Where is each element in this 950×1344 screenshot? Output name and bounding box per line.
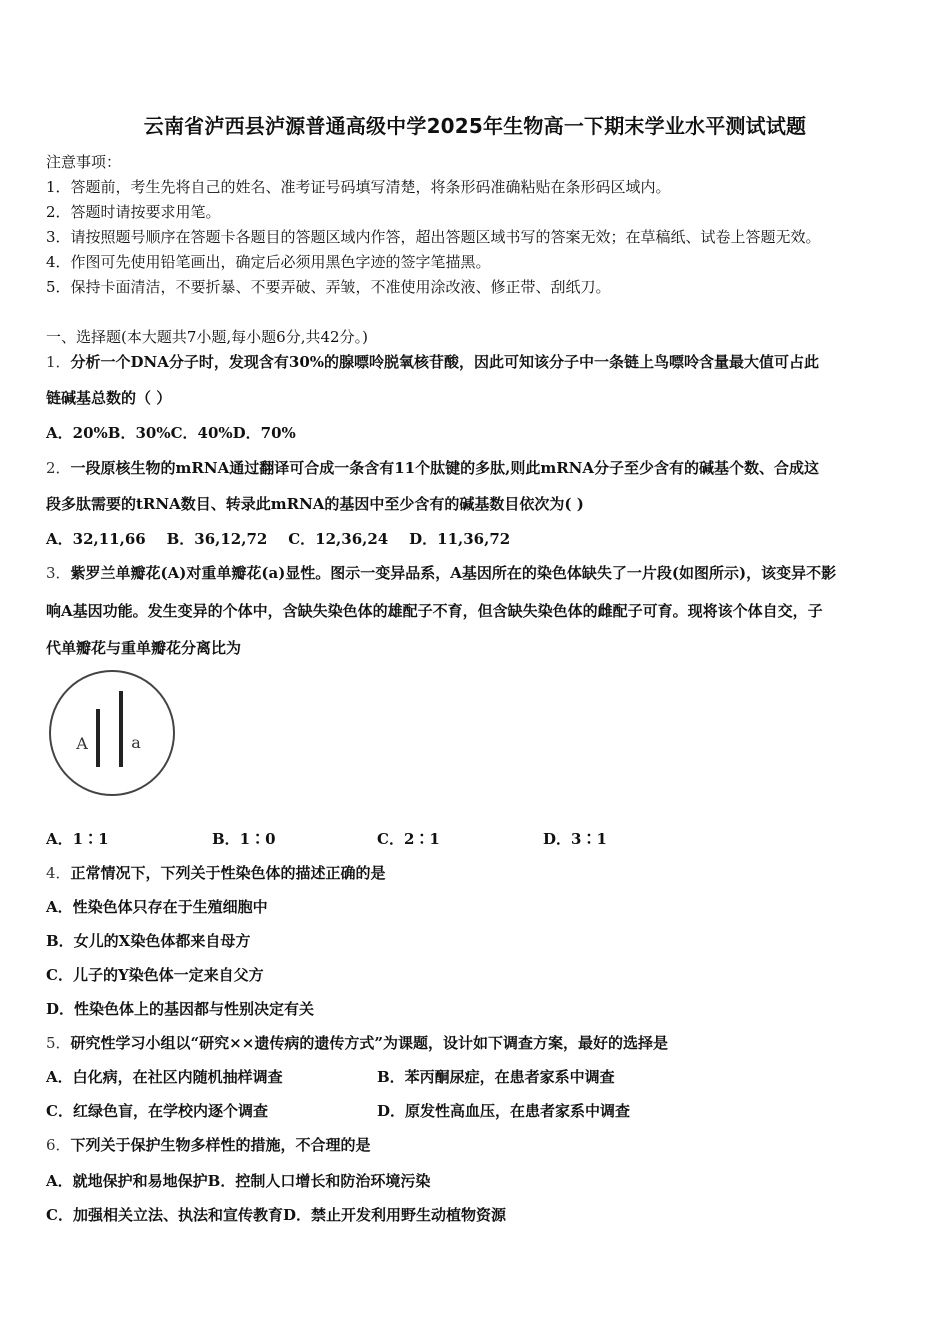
question-6-options-ab: A．就地保护和易地保护B．控制人口增长和防治环境污染 <box>46 1172 431 1190</box>
question-2-line-2: 段多肽需要的tRNA数目、转录此mRNA的基因中至少含有的碱基数目依次为( ) <box>46 495 584 513</box>
question-3-option-a: A．1∶1 <box>46 830 109 848</box>
question-text: 下列关于保护生物多样性的措施，不合理的是 <box>70 1136 371 1154</box>
question-6 <box>46 1135 371 1155</box>
question-number: 3． <box>46 564 71 582</box>
question-4-option-a: A．性染色体只存在于生殖细胞中 <box>46 898 268 916</box>
question-1-options: A．20%B．30%C．40%D．70% <box>46 424 296 442</box>
chromosome-figure <box>46 667 178 799</box>
notes-heading: 注意事项： <box>46 153 122 171</box>
question-2 <box>46 458 819 478</box>
question-5-option-c: C．红绿色盲，在学校内逐个调查 <box>46 1102 268 1120</box>
question-1 <box>46 352 819 372</box>
question-3-option-b: B．1∶0 <box>212 830 276 848</box>
section-heading: 一、选择题(本大题共7小题,每小题6分,共42分。) <box>46 328 368 346</box>
question-number: 6． <box>46 1136 71 1154</box>
question-6-options-cd: C．加强相关立法、执法和宣传教育D．禁止开发利用野生动植物资源 <box>46 1206 506 1224</box>
question-2-options: A．32,11,66 B．36,12,72 C．12,36,24 D．11,36,72 <box>46 530 511 548</box>
cell-outline <box>50 671 174 795</box>
question-number: 4． <box>46 864 71 882</box>
question-3-option-c: C．2∶1 <box>377 830 440 848</box>
question-number: 1． <box>46 353 71 371</box>
question-text: 一段原核生物的mRNA通过翻译可合成一条含有11个肽键的多肽,则此mRNA分子至少含有的碱基个数、合成这 <box>70 459 820 477</box>
note-item-5: 5．保持卡面清洁，不要折暴、不要弄破、弄皱，不准使用涂改液、修正带、刮纸刀。 <box>46 278 611 296</box>
question-3-line-3: 代单瓣花与重单瓣花分离比为 <box>46 639 242 657</box>
question-3-line-2: 响A基因功能。发生变异的个体中，含缺失染色体的雄配子不育，但含缺失染色体的雌配子可育。现将该个体自交，子 <box>46 602 823 620</box>
note-item-4: 4．作图可先使用铅笔画出，确定后必须用黑色字迹的签字笔描黑。 <box>46 253 491 271</box>
question-3-option-d: D．3∶1 <box>543 830 607 848</box>
allele-label-a: a <box>131 733 141 752</box>
question-text: 分析一个DNA分子时，发现含有30%的腺嘌呤脱氧核苷酸，因此可知该分子中一条链上鸟嘌呤含量最大值可占此 <box>70 353 820 371</box>
question-5-option-b: B．苯丙酮尿症，在患者家系中调查 <box>377 1068 615 1086</box>
allele-label-A: A <box>76 734 88 753</box>
question-number: 2． <box>46 459 71 477</box>
note-item-2: 2．答题时请按要求用笔。 <box>46 203 221 221</box>
question-text: 正常情况下，下列关于性染色体的描述正确的是 <box>70 864 386 882</box>
question-text: 研究性学习小组以“研究××遗传病的遗传方式”为课题，设计如下调查方案，最好的选择是 <box>70 1034 668 1052</box>
note-item-1: 1．答题前，考生先将自己的姓名、准考证号码填写清楚，将条形码准确粘贴在条形码区域内。 <box>46 178 671 196</box>
question-number: 5． <box>46 1034 71 1052</box>
question-4 <box>46 863 386 883</box>
question-5 <box>46 1033 668 1053</box>
question-text: 紫罗兰单瓣花(A)对重单瓣花(a)显性。图示一变异品系，A基因所在的染色体缺失了一片段(如图所示)，该变异不影 <box>70 564 837 582</box>
question-4-option-b: B．女儿的X染色体都来自母方 <box>46 932 251 950</box>
question-4-option-d: D．性染色体上的基因都与性别决定有关 <box>46 1000 315 1018</box>
question-5-option-a: A．白化病，在社区内随机抽样调查 <box>46 1068 283 1086</box>
question-5-option-d: D．原发性高血压，在患者家系中调查 <box>377 1102 631 1120</box>
question-1-line-2: 链碱基总数的（ ） <box>46 389 172 407</box>
note-item-3: 3．请按照题号顺序在答题卡各题目的答题区域内作答，超出答题区域书写的答案无效；在草稿纸、试卷上答题无效。 <box>46 228 821 246</box>
page-title: 云南省泸西县泸源普通高级中学2025年生物高一下期末学业水平测试试题 <box>143 114 807 138</box>
question-3 <box>46 563 836 583</box>
question-4-option-c: C．儿子的Y染色体一定来自父方 <box>46 966 264 984</box>
